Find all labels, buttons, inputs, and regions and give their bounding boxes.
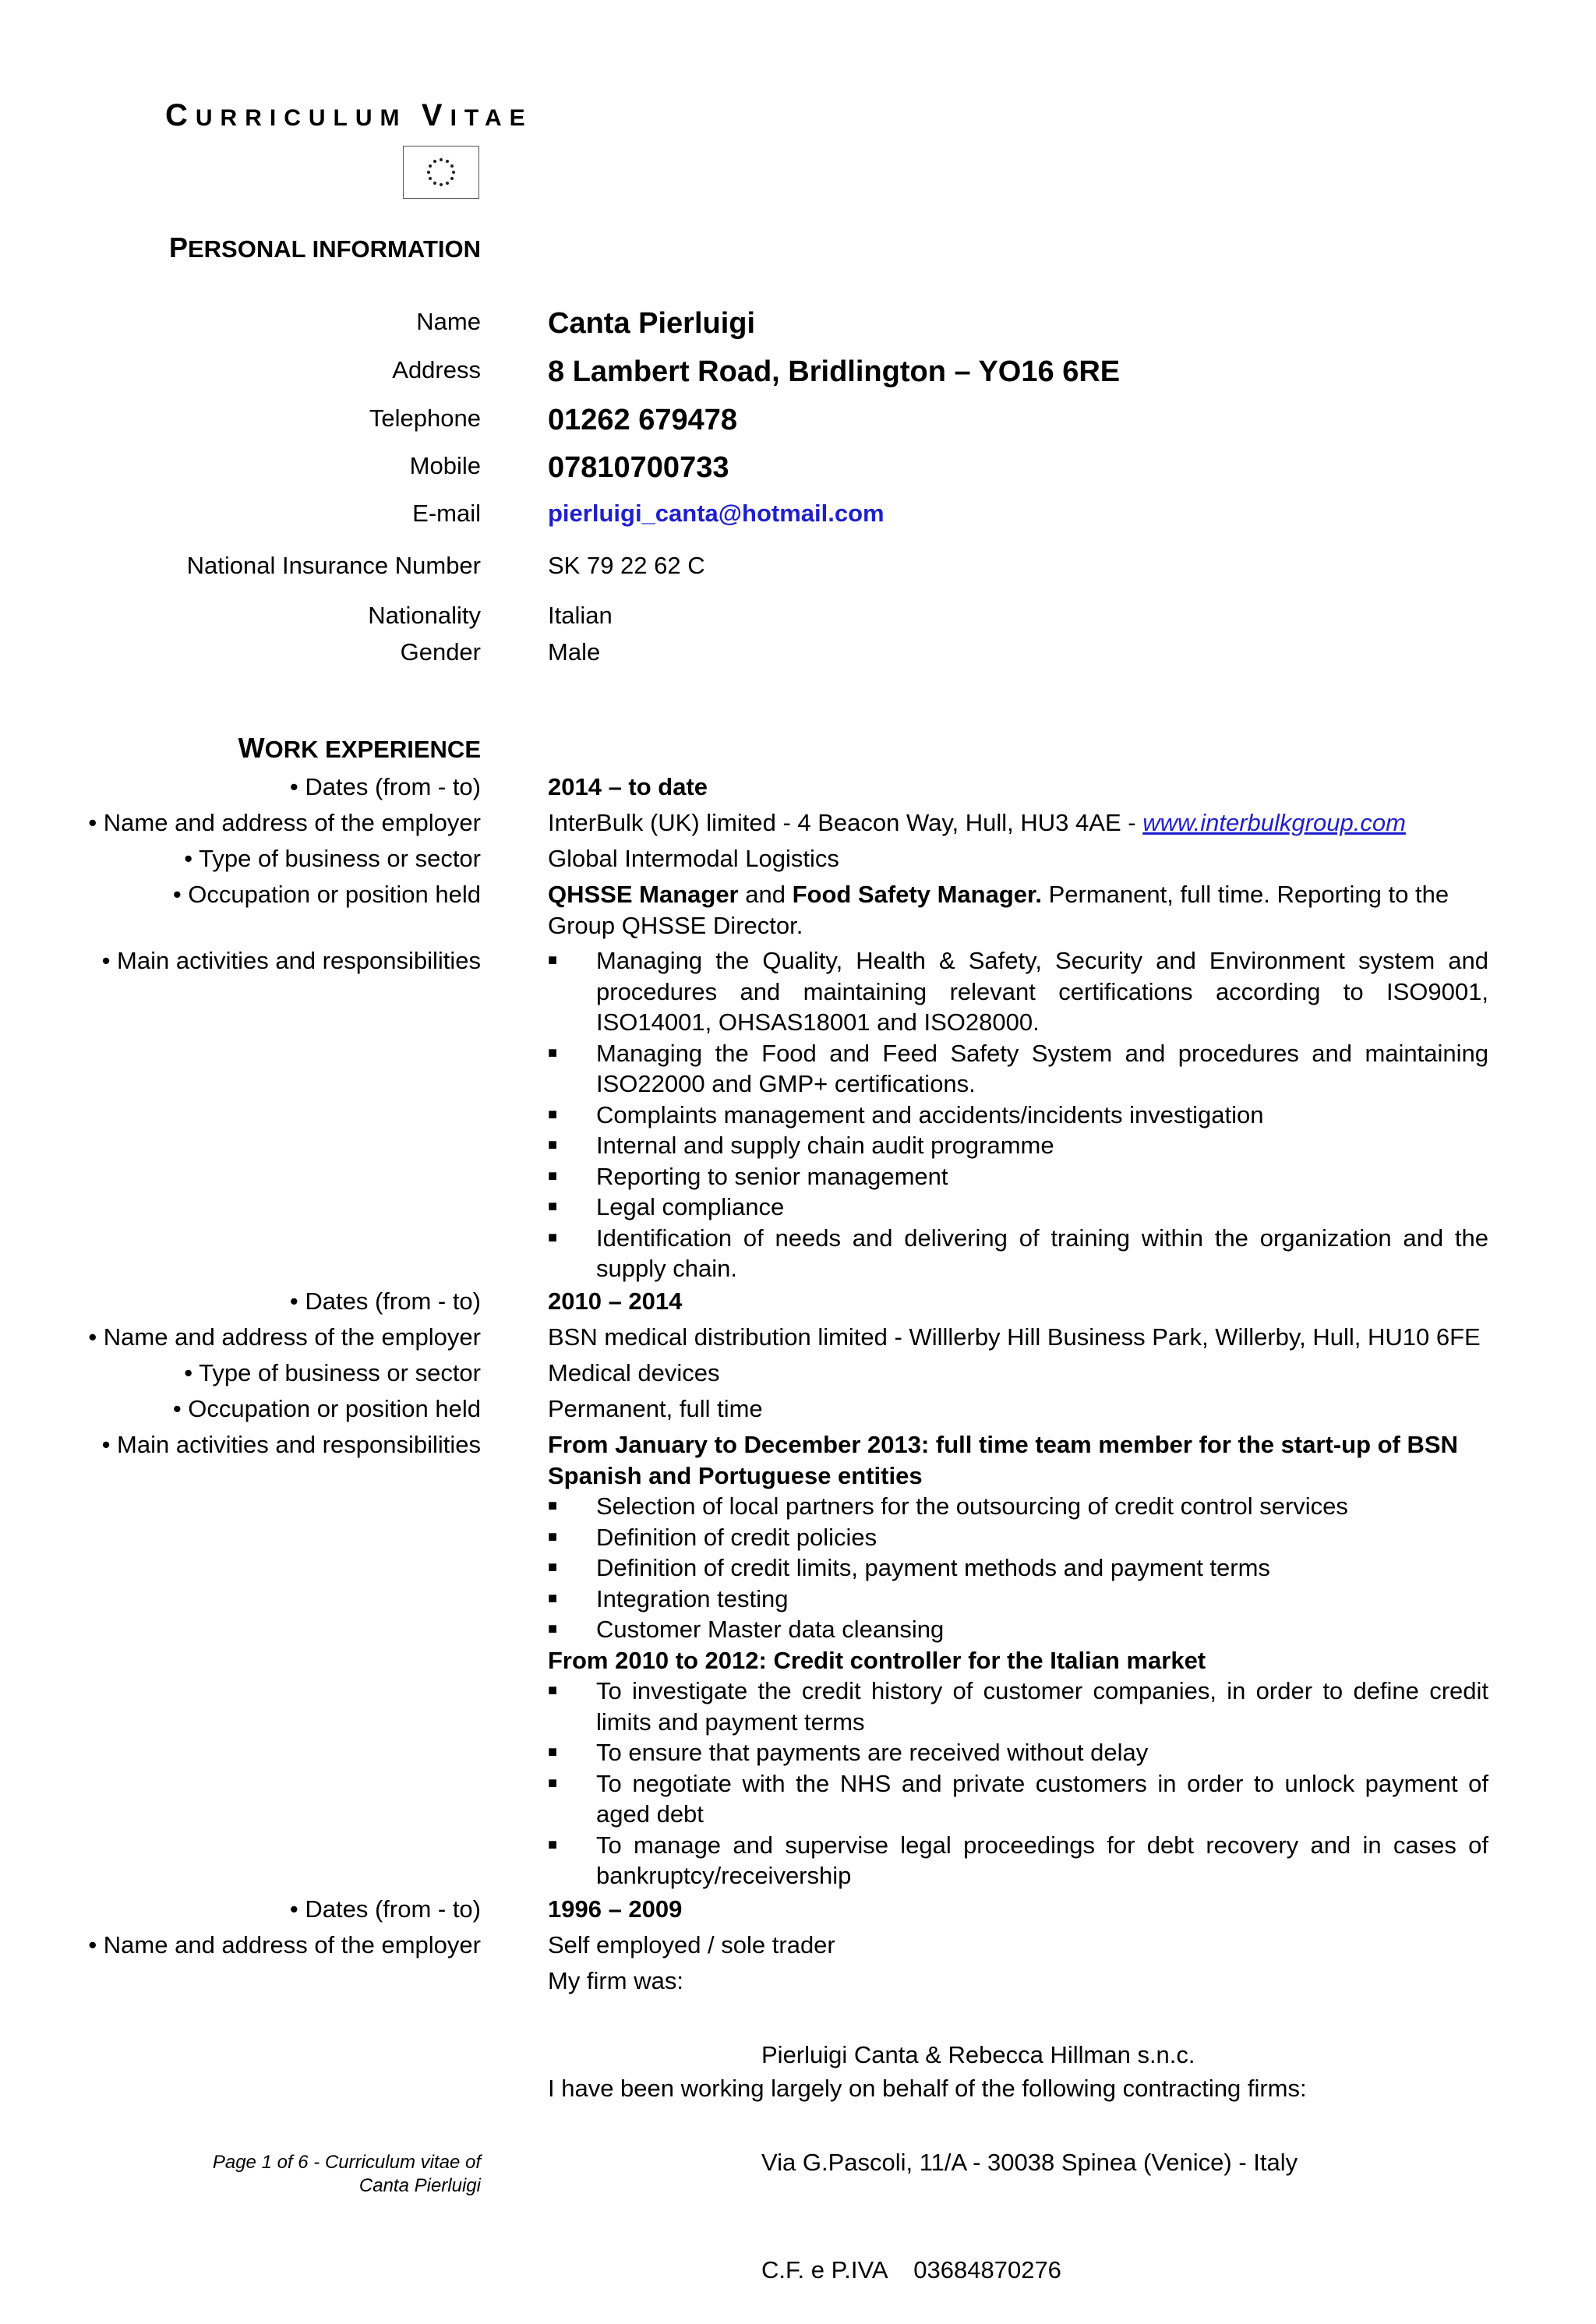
job2-occupation-label: • Occupation or position held [172, 1395, 481, 1422]
job3-dates-label: • Dates (from - to) [289, 1895, 481, 1923]
list-item: ■ To ensure that payments are received without delay [548, 1737, 1488, 1768]
job1-occupation-join: and [738, 881, 793, 908]
job1-business-label: • Type of business or sector [184, 845, 481, 872]
job1-dates: 2014 – to date [548, 773, 708, 800]
job2-list-1 [548, 1491, 1488, 1645]
job2-dates-label: • Dates (from - to) [289, 1287, 481, 1315]
ni-number-label: National Insurance Number [186, 552, 481, 579]
title-word-1: URRICULUM [195, 105, 422, 131]
job2-business-label: • Type of business or sector [184, 1359, 481, 1386]
list-item: ■ Reporting to senior management [548, 1161, 1488, 1192]
list-item: ■ Complaints management and accidents/incidents investigation [548, 1100, 1488, 1131]
job2-employer-label: • Name and address of the employer [88, 1323, 481, 1351]
list-item: ■ Managing the Quality, Health & Safety, Security and Environment system and procedures and maintaining relevant certifications according to ISO9001, ISO14001, OHSAS18001 and ISO28000. [548, 945, 1488, 1038]
job1-business: Global Intermodal Logistics [548, 845, 839, 872]
address-value: 8 Lambert Road, Bridlington – YO16 6RE [548, 355, 1121, 388]
telephone-label: Telephone [369, 404, 481, 432]
eu-flag-logo [403, 146, 479, 199]
gender-label: Gender [400, 638, 481, 666]
list-item: ■ Identification of needs and delivering of training within the organization and the supply chain. [548, 1223, 1488, 1284]
firm-address: Via G.Pascoli, 11/A - 30038 Spinea (Venice) - Italy [761, 2149, 1298, 2176]
heading-initial: W [238, 732, 265, 764]
job1-employer-label: • Name and address of the employer [88, 809, 481, 836]
list-item: ■ Selection of local partners for the outsourcing of credit control services [548, 1491, 1488, 1522]
job2-activities-label: • Main activities and responsibilities [101, 1431, 481, 1458]
list-item: ■ To manage and supervise legal proceedings for debt recovery and in cases of bankruptcy/receivership [548, 1830, 1488, 1891]
list-item: ■ Definition of credit policies [548, 1522, 1488, 1553]
job1-occupation [548, 879, 1488, 941]
job1-activities-list [548, 945, 1488, 1284]
job1-employer-website-link[interactable]: www.interbulkgroup.com [1142, 809, 1406, 836]
job2-occupation: Permanent, full time [548, 1395, 763, 1422]
heading-rest: ORK EXPERIENCE [264, 736, 481, 763]
list-item: ■ Legal compliance [548, 1192, 1488, 1223]
job2-list-2 [548, 1676, 1488, 1891]
mobile-label: Mobile [409, 452, 481, 479]
job3-contracting-text: I have been working largely on behalf of the following contracting firms: [548, 2075, 1307, 2102]
list-item: ■ Customer Master data cleansing [548, 1614, 1488, 1645]
job3-firm-label: My firm was: [548, 1967, 683, 1994]
work-experience-heading [0, 733, 481, 765]
job1-occupation-title-2: Food Safety Manager. [792, 881, 1042, 908]
list-item: ■ Internal and supply chain audit programme [548, 1130, 1488, 1161]
job2-heading-1: From January to December 2013: full time team member for the start-up of BSN Spanish and Portuguese entities [548, 1431, 1458, 1489]
eu-stars-icon [404, 147, 478, 198]
email-link[interactable]: pierluigi_canta@hotmail.com [548, 500, 885, 527]
job1-occupation-title-1: QHSSE Manager [548, 881, 739, 908]
title-initial-v: V [421, 98, 450, 132]
gender-value: Male [548, 638, 601, 666]
job3-dates: 1996 – 2009 [548, 1895, 683, 1923]
job3-employer-label: • Name and address of the employer [88, 1931, 481, 1958]
ni-number-value: SK 79 22 62 C [548, 552, 705, 579]
nationality-value: Italian [548, 602, 613, 629]
job2-business: Medical devices [548, 1359, 720, 1386]
list-item: ■ Integration testing [548, 1584, 1488, 1615]
job2-heading-2: From 2010 to 2012: Credit controller for the Italian market [548, 1647, 1206, 1674]
personal-information-heading [0, 232, 481, 265]
list-item: ■ Definition of credit limits, payment methods and payment terms [548, 1552, 1488, 1584]
address-label: Address [392, 356, 481, 383]
name-label: Name [416, 308, 481, 335]
firm-name: Pierluigi Canta & Rebecca Hillman s.n.c. [761, 2041, 1195, 2068]
firm-tax-id: C.F. e P.IVA 03684870276 [761, 2256, 1061, 2283]
footer-author: Canta Pierluigi [358, 2175, 481, 2196]
cv-title [165, 98, 533, 133]
email-label: E-mail [412, 500, 481, 527]
heading-initial: P [168, 231, 188, 263]
list-item: ■ Managing the Food and Feed Safety System and procedures and maintaining ISO22000 and GMP+ certifications. [548, 1038, 1488, 1100]
footer-page-info: Page 1 of 6 - Curriculum vitae of [212, 2152, 481, 2173]
heading-rest: ERSONAL INFORMATION [187, 235, 481, 263]
job2-dates: 2010 – 2014 [548, 1287, 683, 1315]
job3-firm-details [761, 1966, 1298, 2324]
title-initial-c: C [165, 98, 196, 132]
job1-occupation-label: • Occupation or position held [172, 881, 481, 908]
name-value: Canta Pierluigi [548, 307, 756, 340]
list-item: ■ To negotiate with the NHS and private customers in order to unlock payment of aged debt [548, 1768, 1488, 1830]
job1-employer-text: InterBulk (UK) limited - 4 Beacon Way, Hull, HU3 4AE - [548, 809, 1143, 836]
job1-occupation-details: Permanent, full time. Reporting to the Group QHSSE Director. [548, 881, 1449, 939]
job2-employer: BSN medical distribution limited - Willlerby Hill Business Park, Willerby, Hull, HU10 6FE [548, 1323, 1481, 1351]
nationality-label: Nationality [368, 602, 481, 629]
title-word-2: ITAE [450, 105, 533, 131]
job1-activities-label: • Main activities and responsibilities [101, 947, 481, 974]
telephone-value: 01262 679478 [548, 404, 738, 436]
list-item: ■ To investigate the credit history of customer companies, in order to define credit limits and payment terms [548, 1676, 1488, 1737]
job3-employer: Self employed / sole trader [548, 1931, 835, 1958]
mobile-value: 07810700733 [548, 451, 729, 484]
page-footer [0, 2151, 481, 2198]
job1-employer [548, 807, 1488, 839]
job1-dates-label: • Dates (from - to) [289, 773, 481, 800]
